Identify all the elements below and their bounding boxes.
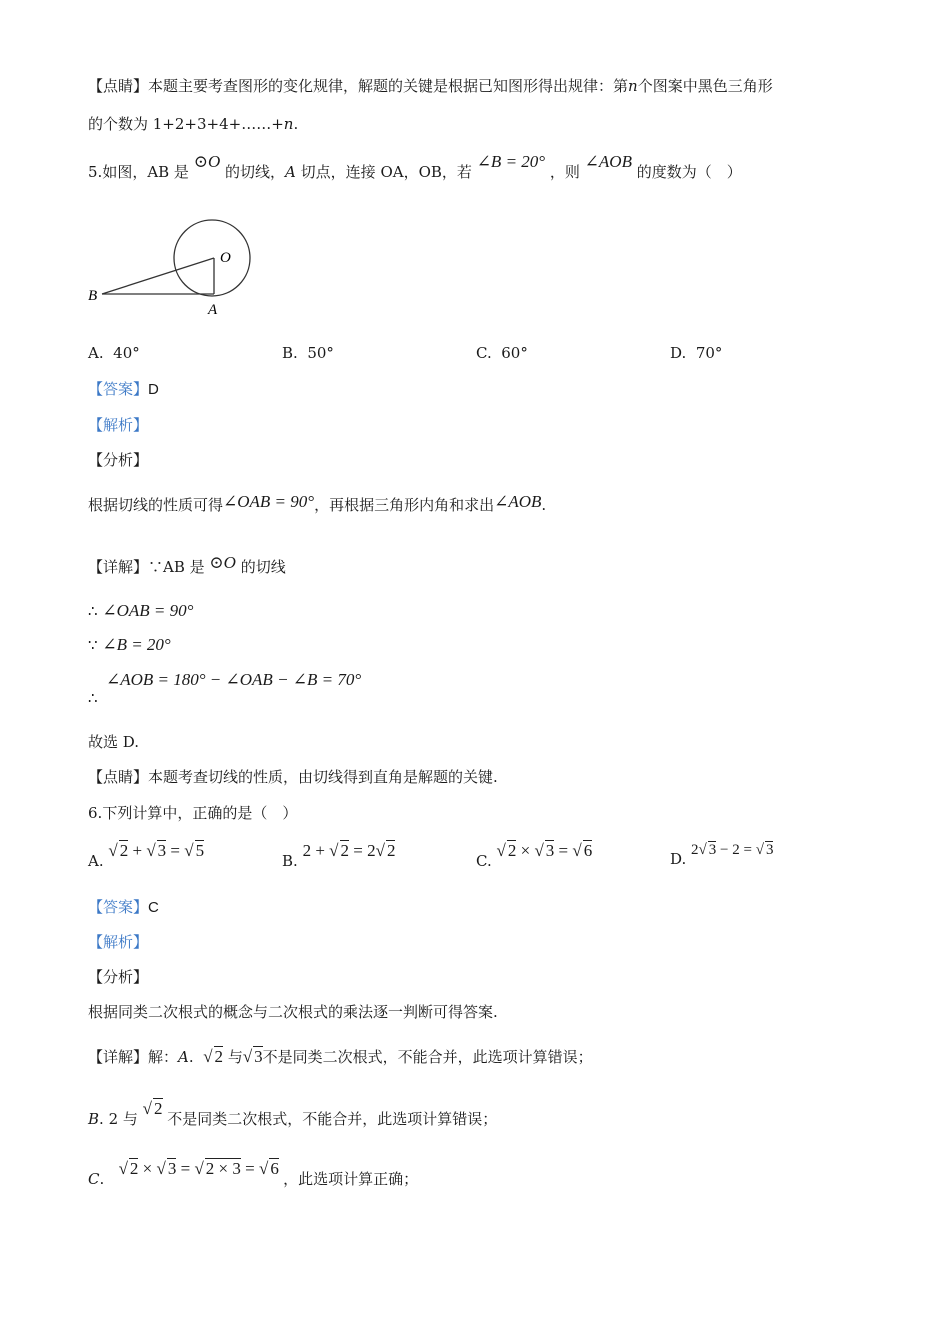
q6-xc-root2: 2 [129,1159,139,1178]
q6-option-c [476,840,593,870]
q5-answer [88,379,159,400]
q5-jiexi: 【解析】 [88,416,149,434]
q5-step3-sym: ∴ [88,689,98,707]
q5-angle-b: ∠B = 20° [476,152,546,171]
q6-b-coef: 2 [367,841,376,860]
q6-option-c-expr: √ 2 × √ 3 = √ 6 [496,841,593,860]
q5-fenxi-text1: 根据切线的性质可得 [88,496,224,514]
q5-xiangjie [88,553,286,577]
q5-a: A [285,163,296,181]
q5-fenxi-text3: . [541,496,547,514]
q5-text5: 的度数为（ ） [636,163,742,181]
q5-option-c-label: C. [476,344,492,362]
q6-question [88,803,297,823]
q5-option-b [282,344,334,362]
q6-a-eq: = [170,841,181,860]
q6-d-minus: − [720,842,729,858]
q5-step3-math-text: ∠AOB = 180° − ∠OAB − ∠B = 70° [106,670,362,689]
label-b: B [88,288,98,304]
q6-b-root2: 2 [340,841,350,860]
q6-xc-eq2: = [245,1159,255,1178]
q6-a-root5: 5 [195,841,205,860]
q6-xc-times: × [142,1159,153,1178]
dianjing-line2-text: 的个数为 1+2+3+4+……+ [88,115,284,133]
q6-xb-label: B [88,1110,100,1128]
q5-option-a-label: A. [88,344,104,362]
q6-option-b [282,840,396,870]
q5-text2: 的切线， [225,163,286,181]
q6-d-two: 2 [732,842,740,858]
q5-answer-value: D [148,381,159,398]
q6-a-plus: + [132,841,143,860]
q6-option-a [88,840,205,870]
q5-fenxi-text [88,492,547,515]
q5-option-b-value: 50° [307,344,334,362]
q5-option-d-value: 70° [695,344,723,362]
q5-text3: 切点，连接 OA，OB，若 [300,163,472,181]
q6-xc-expr: √ 2 × √ 3 = √ 2 × 3 = √ 6 [118,1159,279,1178]
q6-answer-value: C [148,899,159,916]
q6-c-root2: 2 [507,841,517,860]
q6-option-a-label: A. [88,852,104,870]
q5-text1: 如图，AB 是 [102,163,189,181]
q5-dianjing: 【点睛】本题考查切线的性质，由切线得到直角是解题的关键. [88,768,498,786]
q6-c-root6: 6 [583,841,593,860]
q6-option-d-label: D. [670,850,687,868]
q6-question-text: 下列计算中，正确的是（ ） [102,804,298,822]
q5-question [88,152,742,182]
q6-xc-dot: . [99,1170,105,1188]
dianjing-line2-n: n [283,115,294,133]
q5-option-c-value: 60° [501,344,528,362]
q6-xiangjie-c [88,1159,419,1189]
dianjing-n: n [628,77,638,95]
q6-d-root3: 3 [708,842,717,858]
q6-answer [88,897,159,918]
q5-circle-o: ⊙O [193,152,221,171]
q6-d-eq: = [743,842,752,858]
dianjing-line-2 [88,114,298,134]
q6-xa-root3: √ 3 [242,1047,263,1066]
q6-answer-label: 【答案】 [88,898,149,916]
label-o: O [220,250,231,266]
q5-text4: ，则 [549,163,580,181]
dianjing-line2-end: . [293,115,299,133]
q5-option-a [88,344,140,362]
q6-xiangjie-b [88,1099,498,1129]
q6-d-root3b: 3 [765,842,774,858]
q6-xa-text1: 与 [227,1048,243,1066]
q5-step1-sym: ∴ [88,602,98,620]
q5-answer-label: 【答案】 [88,380,149,398]
q6-xc-label: C [88,1170,100,1188]
q6-xiangjie-label: 【详解】解： [88,1048,179,1066]
q6-number: 6. [88,804,103,822]
q6-xc-root2x3: 2 × 3 [205,1159,241,1178]
q6-b-plus: + [315,841,325,860]
q6-xa-dot: . [188,1048,194,1066]
q5-option-c [476,344,528,362]
q6-c-times: × [520,841,531,860]
q5-step2-sym: ∵ [88,636,98,654]
q5-xiangjie-label: 【详解】∵AB 是 [88,558,205,576]
q6-xa-text2: 不是同类二次根式，不能合并，此选项计算错误； [262,1048,593,1066]
q5-step1-math: ∠OAB = 90° [102,601,194,620]
q6-c-eq: = [558,841,569,860]
q6-jiexi: 【解析】 [88,933,149,951]
q6-xb-text2: 不是同类二次根式，不能合并，此选项计算错误； [167,1110,498,1128]
q5-xiangjie-circle: ⊙O [209,553,236,572]
q6-xb-root2: √ 2 [142,1099,163,1118]
dianjing-line-1 [88,76,773,96]
q5-xiangjie-text: 的切线 [240,558,286,576]
q6-xc-root3: 3 [167,1159,177,1178]
q6-xa-root3-val: 3 [254,1047,263,1066]
q6-option-c-label: C. [476,852,492,870]
q6-xb-text1: . 2 与 [99,1110,138,1128]
tangent-figure [84,216,264,320]
q6-b-eq: = [353,841,363,860]
q5-step3-math [106,670,361,690]
q6-a-root2: 2 [119,841,129,860]
q6-xiangjie-a [88,1046,593,1067]
q6-xc-root6: 6 [270,1159,279,1178]
label-a: A [208,302,218,318]
q6-xa-root2-val: 2 [214,1047,224,1066]
q5-option-d [670,344,722,362]
dianjing-text-rest: 个图案中黑色三角形 [637,77,773,95]
q6-xb-root2-val: 2 [154,1099,163,1118]
q6-xc-text: ，此选项计算正确； [283,1170,419,1188]
dianjing-text: 【点睛】本题主要考查图形的变化规律，解题的关键是根据已知图形得出规律：第 [88,77,629,95]
q5-step2 [88,635,171,655]
q6-xa-label: A [178,1048,189,1066]
q5-fenxi: 【分析】 [88,451,149,469]
q6-a-root3: 3 [157,841,167,860]
q5-fenxi-math1: ∠OAB = 90° [223,492,315,511]
q5-fenxi-text2: ，再根据三角形内角和求出 [314,496,495,514]
q6-d-coef: 2 [691,842,699,858]
q6-c-root3: 3 [545,841,555,860]
q6-b-root2b: 2 [386,841,396,860]
q5-option-b-label: B. [282,344,298,362]
q6-option-b-expr: 2 + √ 2 = 2√ 2 [302,841,396,860]
q5-step2-math: ∠B = 20° [102,635,171,654]
q6-option-a-expr: √ 2 + √ 3 = √ 5 [108,841,205,860]
q5-number: 5. [88,163,103,181]
q6-option-d [670,840,774,868]
q5-step1 [88,601,193,621]
q6-xc-eq1: = [180,1159,191,1178]
q6-b-two: 2 [302,841,312,860]
q6-fenxi: 【分析】 [88,968,149,986]
q5-guxuan: 故选 D. [88,733,140,751]
q5-option-d-label: D. [670,344,687,362]
q6-fenxi-text: 根据同类二次根式的概念与二次根式的乘法逐一判断可得答案. [88,1003,498,1021]
q6-option-d-expr: 2√ 3 − 2 = √ 3 [691,842,774,858]
q5-fenxi-math2: ∠AOB [494,492,542,511]
q5-option-a-value: 40° [113,344,140,362]
q6-option-b-label: B. [282,852,298,870]
segment-bo [102,258,214,294]
q6-xa-root2: √ 2 [203,1047,224,1066]
q5-angle-aob: ∠AOB [584,152,632,171]
